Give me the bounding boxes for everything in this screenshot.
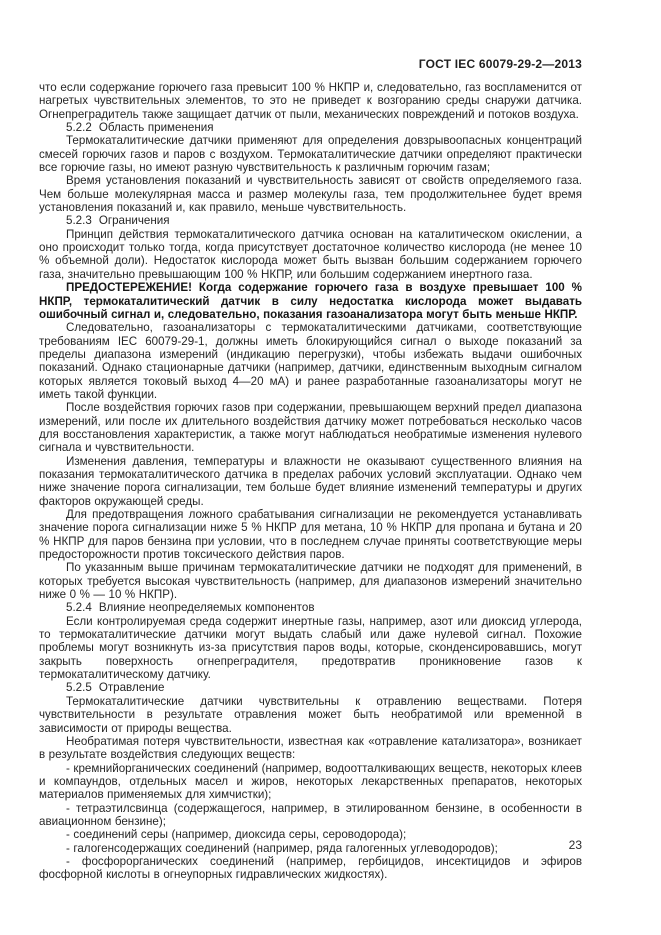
paragraph: - кремнийорганических соединений (например, водоотталкивающих веществ, некоторых клеев и компаундов, отдельных масел и жиров, некоторых лекарственных препаратов, некоторых материалов применяемых для химчистки);: [39, 761, 582, 802]
paragraph: Принцип действия термокаталитического датчика основан на каталитическом окислении, а оно происходит только тогда, когда присутствует достаточное количество кислорода (не менее 10 % объемной доли). Недостаток кислорода может быть вызван большим содержанием горючего газа, значительно превышающим 100 % НКПР, или большим содержанием инертного газа.: [39, 227, 582, 281]
paragraph: После воздействия горючих газов при содержании, превышающем верхний предел диапазона измерений, или после их длительного воздействия датчику может потребоваться несколько часов для восстановления характеристик, а также могут наблюдаться необратимые изменения нулевого сигнала и чувствительности.: [39, 401, 582, 455]
paragraph: - тетраэтилсвинца (содержащегося, например, в этилированном бензине, в особенности в авиационном бензине);: [39, 801, 582, 828]
page-number: 23: [568, 838, 582, 852]
section-heading: 5.2.3 Ограничения: [66, 214, 170, 228]
document-body-text: [39, 81, 582, 882]
paragraph: По указанным выше причинам термокаталитические датчики не подходят для применений, в которых требуется высокая чувствительность (например, для диапазонов измерений значительно ниже 0 % — 10 % НКПР).: [39, 561, 582, 602]
paragraph: - фосфорорганических соединений (например, гербицидов, инсектицидов и эфиров фосфорной кислоты в огнеупорных гидравлических жидкостях).: [39, 854, 582, 882]
paragraph: Следовательно, газоанализаторы с термокаталитическими датчиками, соответствующие требованиям IEC 60079-29-1, должны иметь блокирующийся сигнал о выходе показаний за пределы диапазона измерений (индикацию перегрузки), чтобы избежать выдачи ошибочных показаний. Однако стационарные датчики (например, датчики, единственным выходным сигналом которых является токовый выход 4—20 мА) и ранее разработанные газоанализаторы могут не иметь такой функции.: [39, 321, 582, 401]
paragraph: Если контролируемая среда содержит инертные газы, например, азот или диоксид углерода, то термокаталитические датчики могут выдать слабый или даже нулевой сигнал. Похожие проблемы могут возникнуть из-за присутствия паров воды, которые, сконденсировавшись, могут закрыть поверхность огнепреградителя, предотвратив проникновение газов к термокаталитическому датчику.: [39, 614, 582, 682]
paragraph: Термокаталитические датчики чувствительны к отравлению веществами. Потеря чувствительности в результате отравления может быть необратимой или временной в зависимости от природы вещества.: [39, 694, 582, 735]
paragraph: Термокаталитические датчики применяют для определения довзрывоопасных концентраций смесей горючих газов и паров с воздухом. Термокаталитические датчики определяют практически все горючие газы, но имеют разную чувствительность к различным горючим газам;: [39, 134, 582, 175]
paragraph: что если содержание горючего газа превысит 100 % НКПР и, следовательно, газ воспламенится от нагретых чувствительных элементов, то это не приведет к возгоранию среды снаружи датчика. Огнепреградитель также защищает датчик от пыли, механических повреждений и потоков воздуха.: [39, 81, 582, 121]
section-heading: 5.2.2 Область применения: [66, 121, 214, 135]
paragraph: Время установления показаний и чувствительность зависят от свойств определяемого газа. Чем больше молекулярная масса и размер молекулы газа, тем продолжительнее будет время установления показаний и, как правило, меньше чувствительность.: [39, 174, 582, 215]
document-header-title: ГОСТ IEC 60079-29-2—2013: [418, 57, 582, 71]
paragraph: ПРЕДОСТЕРЕЖЕНИЕ! Когда содержание горючего газа в воздухе превышает 100 % НКПР, термокаталитический датчик в силу недостатка кислорода может выдавать ошибочный сигнал и, следовательно, показания газоанализатора могут быть меньше НКПР.: [39, 281, 582, 321]
paragraph: - соединений серы (например, диоксида серы, сероводорода);: [66, 828, 407, 842]
section-heading: 5.2.5 Отравление: [66, 681, 165, 695]
paragraph: Необратимая потеря чувствительности, известная как «отравление катализатора», возникает в результате воздействия следующих веществ:: [39, 734, 582, 762]
paragraph: Изменения давления, температуры и влажности не оказывают существенного влияния на показания термокаталитического датчика в пределах рабочих условий эксплуатации. Однако чем ниже значение порога сигнализации, тем больше будет влияние изменений температуры и других факторов окружающей среды.: [39, 454, 582, 508]
section-heading: 5.2.4 Влияние неопределяемых компонентов: [66, 601, 315, 615]
paragraph: Для предотвращения ложного срабатывания сигнализации не рекомендуется устанавливать значение порога сигнализации ниже 5 % НКПР для метана, 10 % НКПР для пропана и бутана и 20 % НКПР для паров бензина при условии, что в последнем случае приняты соответствующие меры предосторожности против токсического действия паров.: [39, 508, 582, 562]
paragraph: - галогенсодержащих соединений (например, ряда галогенных углеводородов);: [66, 841, 498, 855]
